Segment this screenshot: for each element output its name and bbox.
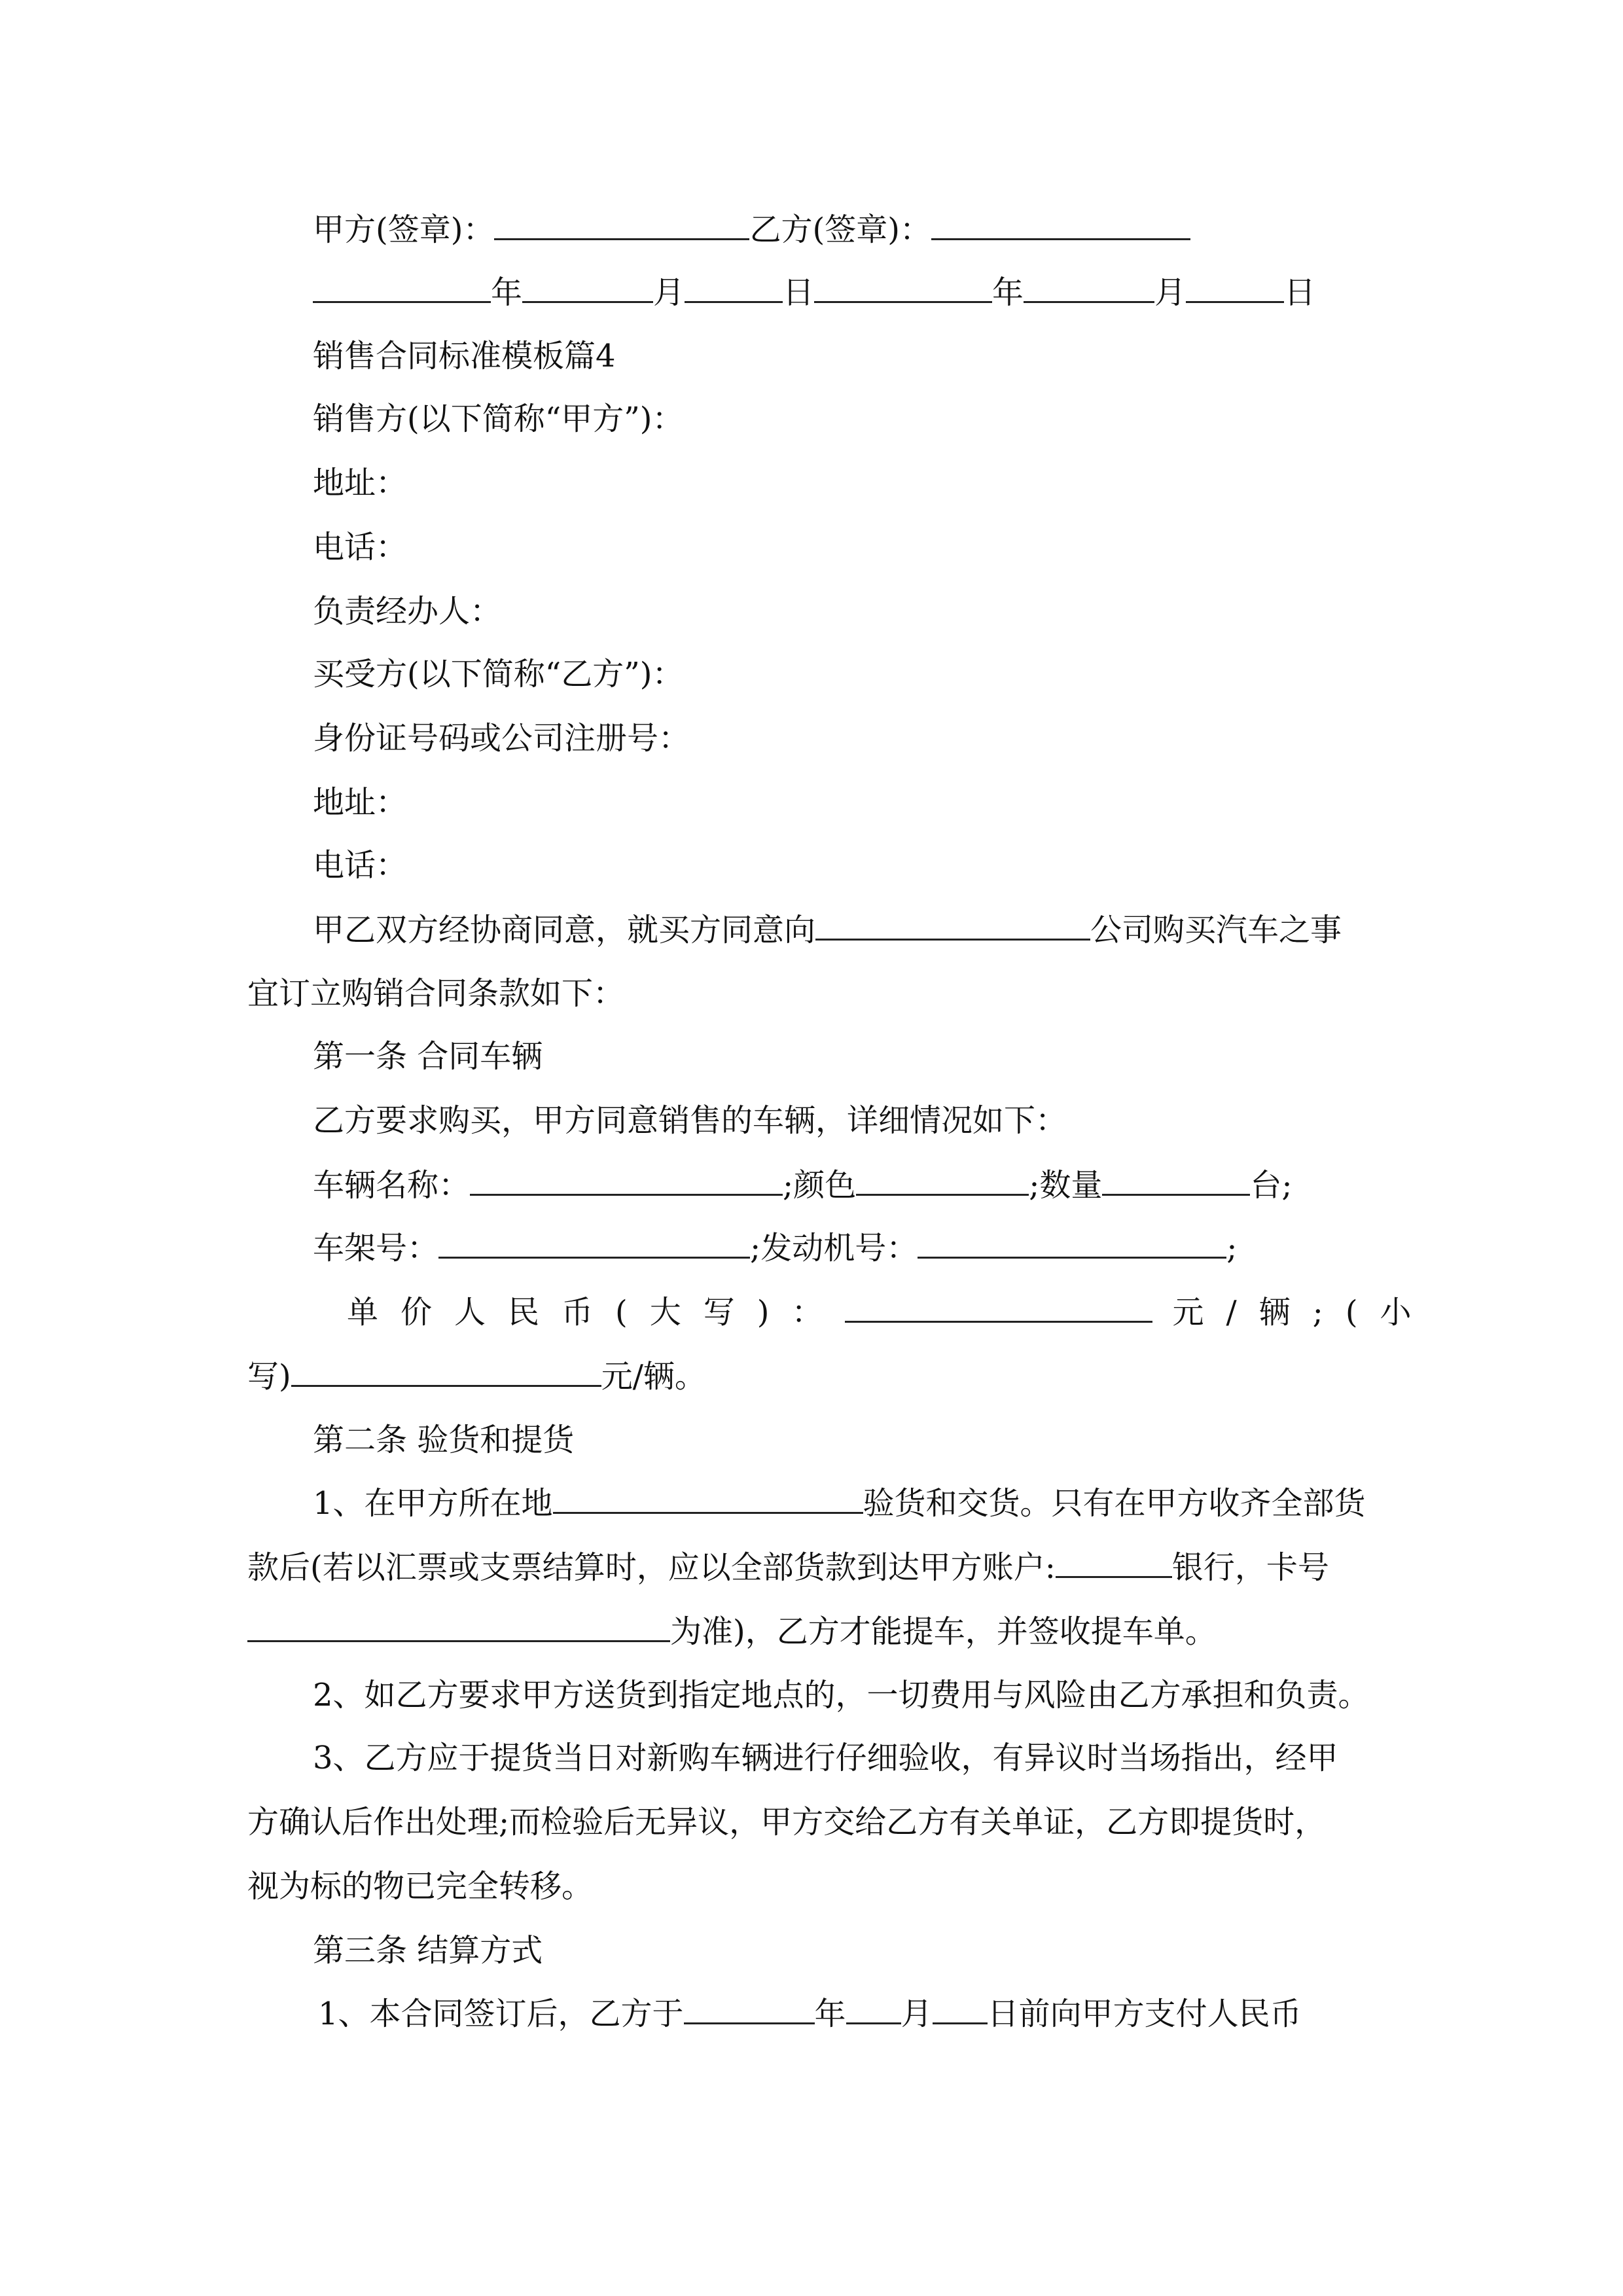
date-year: 年: [992, 274, 1024, 311]
article1-desc: 乙方要求购买，甲方同意销售的车辆，详细情况如下：: [313, 1102, 1067, 1139]
date-line: [313, 272, 1315, 312]
frame-no-label: 车架号：: [313, 1230, 439, 1266]
article2-title: 第二条 验货和提货: [313, 1422, 575, 1458]
vehicle-name-blank: [470, 1165, 783, 1196]
article2-p3-line1: 3、乙方应于提货当日对新购车辆进行仔细验收，有异议时当场指出，经甲: [313, 1740, 1338, 1776]
color-blank: [856, 1165, 1029, 1196]
intro-line-1: [313, 910, 1342, 949]
article2-text: 1、在甲方所在地: [313, 1485, 553, 1522]
engine-no-label: ;发动机号：: [750, 1230, 918, 1266]
date-blank: [685, 272, 783, 303]
frame-no-blank: [438, 1228, 750, 1259]
date-blank: [1186, 272, 1284, 303]
signature-line: [313, 209, 1190, 249]
date-blank: [313, 272, 491, 303]
intro-text: 公司购买汽车之事: [1090, 912, 1342, 948]
vehicle-name-label: 车辆名称：: [313, 1167, 471, 1204]
payment-day-blank: [933, 1994, 988, 2024]
price-unit: 元/辆;(小: [1172, 1294, 1434, 1331]
payment-month: 月: [901, 1996, 933, 2032]
semicolon: ;: [1226, 1230, 1238, 1266]
date-month: 月: [1154, 274, 1186, 311]
date-blank: [1024, 272, 1154, 303]
intro-line-2: 宜订立购销合同条款如下：: [247, 975, 625, 1012]
party-b-sign-label: 乙方(签章)：: [749, 211, 931, 248]
date-year: 年: [491, 274, 523, 311]
location-blank: [553, 1483, 863, 1514]
buyer-address: 地址：: [313, 784, 408, 821]
date-day: 日: [1284, 274, 1316, 311]
price-lower-blank: [291, 1356, 601, 1387]
quantity-blank: [1102, 1165, 1250, 1196]
article2-text: 款后(若以汇票或支票结算时，应以全部货款到达甲方账户:: [247, 1549, 1056, 1586]
article2-p1-line1: [313, 1483, 1366, 1522]
seller-address: 地址：: [313, 465, 408, 501]
price-upper-blank: [845, 1292, 1152, 1323]
seller-label: 销售方(以下简称“甲方”)：: [313, 401, 684, 437]
price-upper-label: 单价人民币(大写)：: [347, 1294, 846, 1331]
quantity-label: ;数量: [1029, 1167, 1103, 1204]
date-month: 月: [653, 274, 685, 311]
article2-p1-line3: [247, 1611, 1217, 1651]
color-label: ;颜色: [783, 1167, 857, 1204]
article3-text: 日前向甲方支付人民币: [987, 1996, 1302, 2032]
card-no-blank: [247, 1611, 670, 1642]
date-blank: [814, 272, 992, 303]
price-upper-line: [347, 1292, 1434, 1331]
party-a-sign-label: 甲方(签章)：: [313, 211, 495, 248]
price-lower-prefix: 写): [247, 1358, 291, 1395]
article3-p1: [318, 1994, 1302, 2033]
price-lower-line: [247, 1356, 706, 1395]
article2-text: 验货和交货。只有在甲方收齐全部货: [863, 1485, 1366, 1522]
article2-text: 为准)，乙方才能提车，并签收提车单。: [670, 1613, 1217, 1650]
frame-engine-line: [313, 1228, 1237, 1267]
section-title: 销售合同标准模板篇4: [313, 338, 616, 374]
article2-p3-line2: 方确认后作出处理;而检验后无异议，甲方交给乙方有关单证，乙方即提货时，: [247, 1804, 1327, 1840]
bank-blank: [1056, 1547, 1172, 1578]
quantity-unit: 台;: [1250, 1167, 1293, 1204]
vehicle-info-line: [313, 1165, 1293, 1204]
date-day: 日: [783, 274, 815, 311]
buyer-label: 买受方(以下简称“乙方”)：: [313, 656, 684, 692]
article3-text: 1、本合同签订后，乙方于: [318, 1996, 684, 2032]
date-blank: [522, 272, 653, 303]
article2-p1-line2: [247, 1547, 1329, 1587]
buyer-phone: 电话：: [313, 847, 408, 884]
payment-month-blank: [846, 1994, 901, 2024]
price-lower-suffix: 元/辆。: [601, 1358, 706, 1395]
payment-year: 年: [814, 1996, 846, 2032]
article1-title: 第一条 合同车辆: [313, 1038, 543, 1075]
buyer-id: 身份证号码或公司注册号：: [313, 720, 690, 757]
article2-p3-line3: 视为标的物已完全转移。: [247, 1868, 594, 1905]
party-a-sign-blank: [494, 209, 749, 240]
engine-no-blank: [918, 1228, 1226, 1259]
company-blank: [815, 910, 1090, 941]
seller-phone: 电话：: [313, 529, 408, 565]
seller-agent: 负责经办人：: [313, 593, 502, 630]
article3-title: 第三条 结算方式: [313, 1932, 543, 1969]
party-b-sign-blank: [931, 209, 1190, 240]
intro-text: 甲乙双方经协商同意，就买方同意向: [313, 912, 816, 948]
article2-text: 银行，卡号: [1171, 1549, 1329, 1586]
payment-year-blank: [684, 1994, 815, 2024]
article2-p2: 2、如乙方要求甲方送货到指定地点的，一切费用与风险由乙方承担和负责。: [313, 1677, 1370, 1713]
